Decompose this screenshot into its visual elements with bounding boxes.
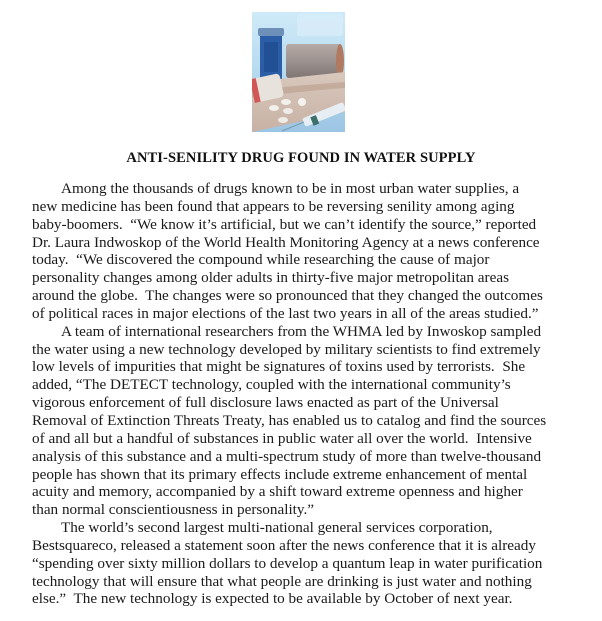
text-line: “spending over sixty million dollars to develop a quantum leap in water purification [32, 554, 543, 572]
text-line: technology that will ensure that what people are drinking is just water and nothing [32, 572, 532, 590]
text-line: baby-boomers. “We know it’s artificial, but we can’t identify the source,” reported [32, 215, 537, 233]
article-body [32, 180, 592, 608]
text-line: personality changes among older adults in thirty-five major metropolitan areas [32, 269, 509, 287]
text-line: low levels of impurities that might be signatures of toxins used by terrorists. She [32, 358, 526, 376]
text-line: Dr. Laura Indwoskop of the World Health Monitoring Agency at a news conference [32, 233, 540, 251]
text-line: the water using a new technology developed by military scientists to find extremely [32, 340, 541, 358]
text-line: Among the thousands of drugs known to be in most urban water supplies, a [61, 180, 520, 197]
text-line: around the globe. The changes were so pronounced that they changed the outcomes [32, 287, 543, 305]
text-line: of and all but a handful of substances in public water all over the world. Intensive [32, 429, 532, 447]
text-line: A team of international researchers from the WHMA led by Inwoskop sampled [61, 322, 542, 340]
text-line: people has shown that its primary effects include extreme enhancement of mental [32, 465, 528, 483]
paragraph-1 [32, 180, 592, 323]
medicine-photo-icon [252, 12, 345, 132]
medicine-photo [252, 12, 345, 132]
text-line: acuity and memory, accompanied by a shift toward extreme openness and higher [32, 483, 523, 501]
text-line: vigorous enforcement of full disclosure laws enacted as part of the Universal [32, 394, 499, 412]
text-line: Bestsquareco, released a statement soon after the news conference that it is already [32, 536, 536, 554]
text-line: new medicine has been found that appears to be reversing senility among aging [32, 197, 515, 215]
text-line: than normal conscientiousness in personality.” [32, 501, 315, 519]
article-title: ANTI-SENILITY DRUG FOUND IN WATER SUPPLY [126, 150, 476, 166]
text-line: Removal of Extinction Threats Treaty, has enabled us to catalog and find the sources [32, 411, 547, 429]
text-line: added, “The DETECT technology, coupled with the international community’s [32, 376, 511, 394]
text-line: analysis of this substance and a multi-spectrum study of more than twelve-thousand [32, 447, 542, 465]
paragraph-3 [32, 519, 592, 608]
text-line: today. “We discovered the compound while researching the cause of major [32, 251, 490, 269]
text-line: else.” The new technology is expected to be available by October of next year. [32, 590, 513, 608]
paragraph-2 [32, 323, 592, 519]
text-line: The world’s second largest multi-national general services corporation, [61, 519, 493, 537]
text-line: of political races in major elections of the last two years in all of the areas studied.” [32, 304, 539, 322]
